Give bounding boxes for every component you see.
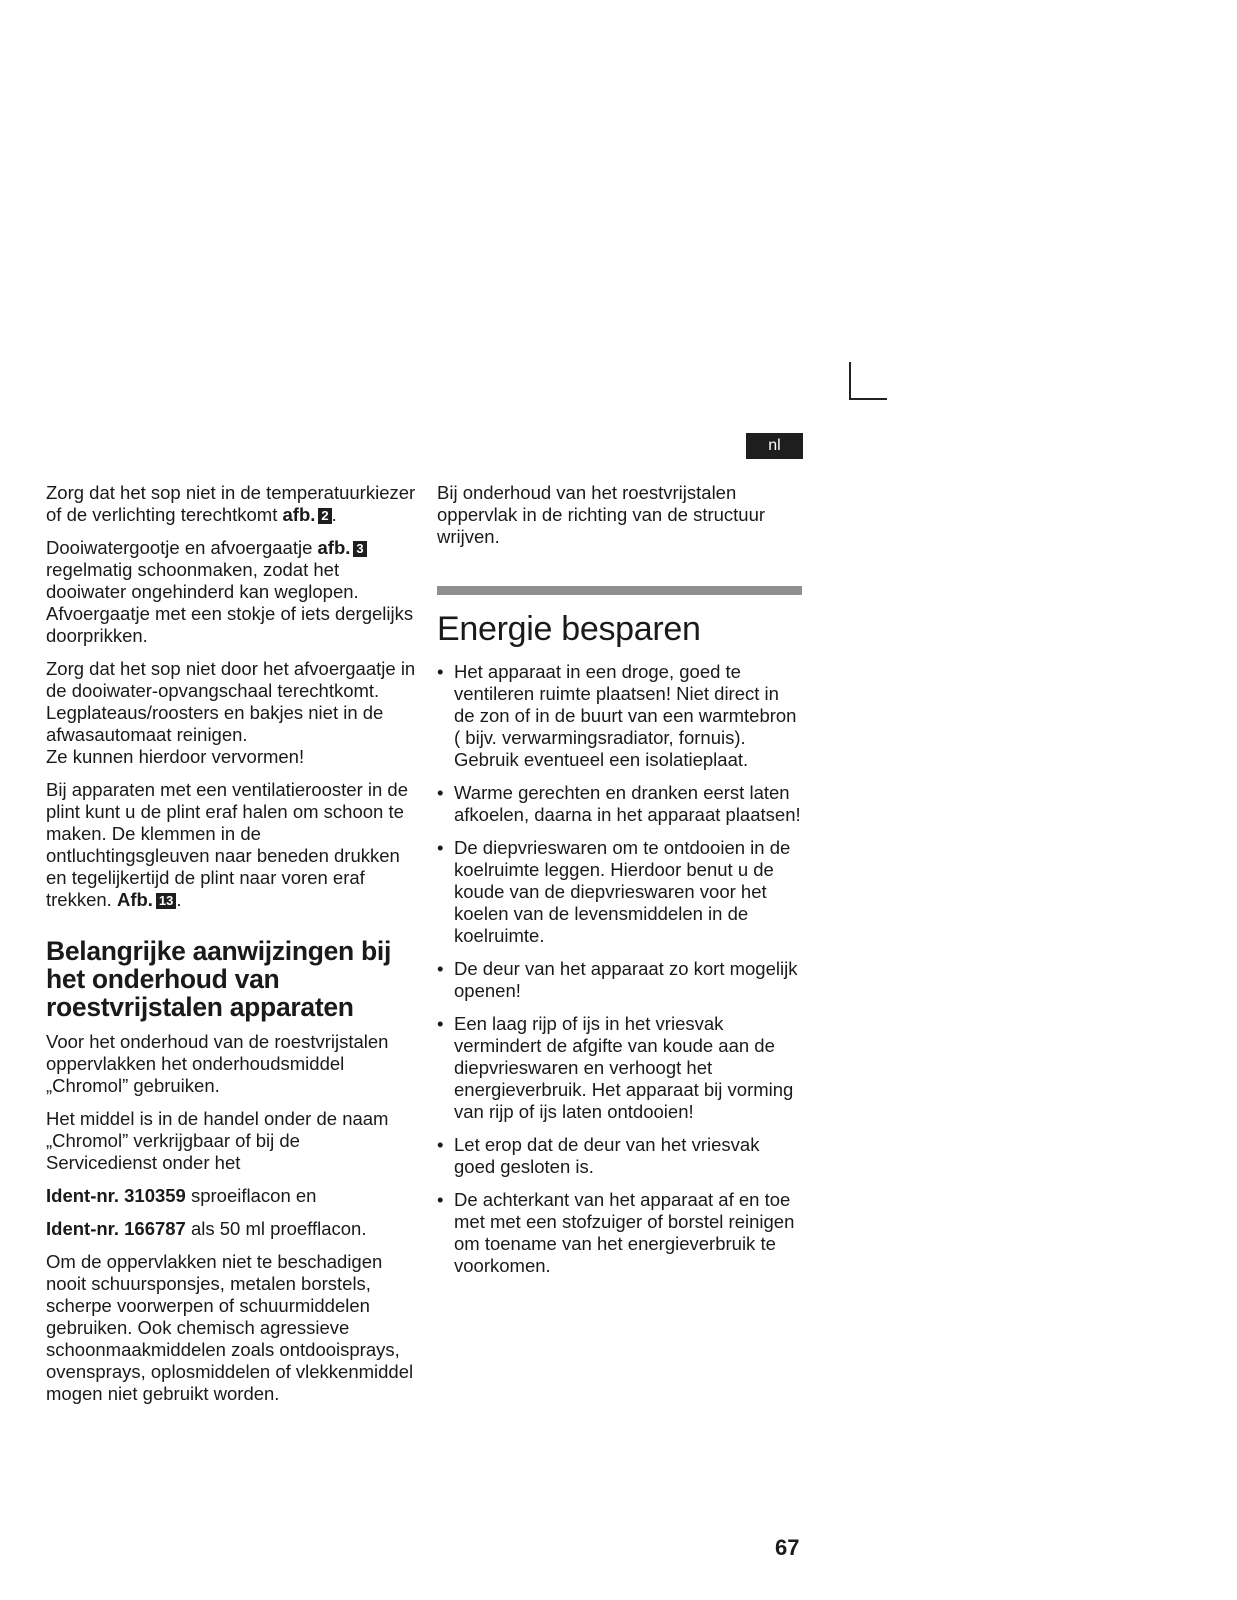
- ident-description: sproeiflacon en: [185, 1185, 317, 1206]
- list-item: • Het apparaat in een droge, goed te ventileren ruimte plaatsen! Niet direct in de zon of in de buurt van een warmtebron ( bijv. verwarmingsradiator, fornuis). Gebruik eventueel een isolatieplaat.: [437, 661, 802, 771]
- figure-number-badge: 2: [318, 508, 331, 524]
- list-item: • De deur van het apparaat zo kort mogelijk openen!: [437, 958, 802, 1002]
- list-item: • De diepvrieswaren om te ontdooien in de koelruimte leggen. Hierdoor benut u de koude van de diepvrieswaren voor het koelen van de levensmiddelen in de koelruimte.: [437, 837, 802, 947]
- paragraph-afvoergaatje: [46, 658, 416, 768]
- figure-number-badge: 3: [353, 541, 366, 557]
- energy-tips-list: [437, 661, 802, 1277]
- language-tab: nl: [746, 433, 803, 459]
- paragraph-line: Zorg dat het sop niet door het afvoergaatje in de dooiwater-opvangschaal terechtkomt.: [46, 658, 416, 701]
- paragraph-oppervlakken-beschadigen: Om de oppervlakken niet te beschadigen nooit schuursponsjes, metalen borstels, scherpe voorwerpen of schuurmiddelen gebruiken. Ook chemisch agressieve schoonmaakmiddelen zoals ontdooisprays, ovensprays, oplosmiddelen of vlekkenmiddel mogen niet gebruikt worden.: [46, 1251, 414, 1404]
- paragraph-ident-1: [46, 1185, 416, 1207]
- paragraph-middel-verkrijgbaar: Het middel is in de handel onder de naam „Chromol” verkrijgbaar of bij de Servicedienst onder het: [46, 1108, 389, 1173]
- figure-reference: Afb.: [116, 889, 153, 910]
- ident-number: Ident-nr. 310359: [46, 1185, 186, 1206]
- paragraph-line: Legplateaus/roosters en bakjes niet in de afwasautomaat reinigen.: [46, 702, 384, 745]
- list-item: • Warme gerechten en dranken eerst laten afkoelen, daarna in het apparaat plaatsen!: [437, 782, 802, 826]
- paragraph-text: Bij apparaten met een ventilatierooster in de plint kunt u de plint eraf halen om schoon te maken. De klemmen in de ontluchtingsgleuven naar beneden drukken en tegelijkertijd de plint naar voren eraf trekken.: [46, 779, 408, 910]
- list-item: • Een laag rijp of ijs in het vriesvak vermindert de afgifte van koude aan de diepvrieswaren en verhoogt het energieverbruik. Het apparaat bij vorming van rijp of ijs laten ontdooien!: [437, 1013, 802, 1123]
- list-item: • Let erop dat de deur van het vriesvak goed gesloten is.: [437, 1134, 802, 1178]
- paragraph-text: Dooiwatergootje en afvoergaatje: [46, 537, 318, 558]
- crop-mark-vertical: [849, 362, 851, 400]
- paragraph-ventilatierooster: Bij apparaten met een ventilatierooster in de plint kunt u de plint eraf halen om schoon te maken. De klemmen in de ontluchtingsgleuven naar beneden drukken en tegelijkertijd de plint naar voren eraf trekken. Afb. 13 .: [46, 779, 408, 910]
- paragraph-line: Ze kunnen hierdoor vervormen!: [46, 746, 305, 767]
- figure-number-badge: 13: [156, 893, 176, 909]
- figure-reference: afb.: [317, 537, 351, 558]
- section-heading-roestvrijstalen: Belangrijke aanwijzingen bij het onderhoud van roestvrijstalen apparaten: [46, 936, 392, 1022]
- paragraph-sop-temperature: Zorg dat het sop niet in de temperatuurkiezer of de verlichting terechtkomt afb. 2 .: [46, 482, 416, 525]
- ident-number: Ident-nr. 166787: [46, 1218, 186, 1239]
- paragraph-structuur-wrijven: Bij onderhoud van het roestvrijstalen oppervlak in de richting van de structuur wrijven.: [437, 482, 766, 547]
- list-item: • De achterkant van het apparaat af en toe met met een stofzuiger of borstel reinigen om toename van het energieverbruik te voorkomen.: [437, 1189, 802, 1277]
- paragraph-text: Zorg dat het sop niet in de temperatuurkiezer of de verlichting terechtkomt: [46, 482, 416, 525]
- figure-reference: afb.: [282, 504, 316, 525]
- ident-description: als 50 ml proefflacon.: [185, 1218, 367, 1239]
- paragraph-ident-2: [46, 1218, 416, 1240]
- right-column: [437, 482, 802, 1288]
- paragraph-dooiwatergootje: [46, 537, 416, 647]
- section-heading-energie: Energie besparen: [437, 610, 701, 648]
- paragraph-chromol: Voor het onderhoud van de roestvrijstalen oppervlakken het onderhoudsmiddel „Chromol” gebruiken.: [46, 1031, 389, 1096]
- paragraph-text: regelmatig schoonmaken, zodat het dooiwater ongehinderd kan weglopen. Afvoergaatje met een stokje of iets dergelijks doorprikken.: [46, 559, 414, 646]
- page-number: 67: [775, 1535, 800, 1560]
- section-divider: [437, 586, 802, 595]
- left-column: [46, 482, 416, 1416]
- crop-mark-horizontal: [849, 398, 887, 400]
